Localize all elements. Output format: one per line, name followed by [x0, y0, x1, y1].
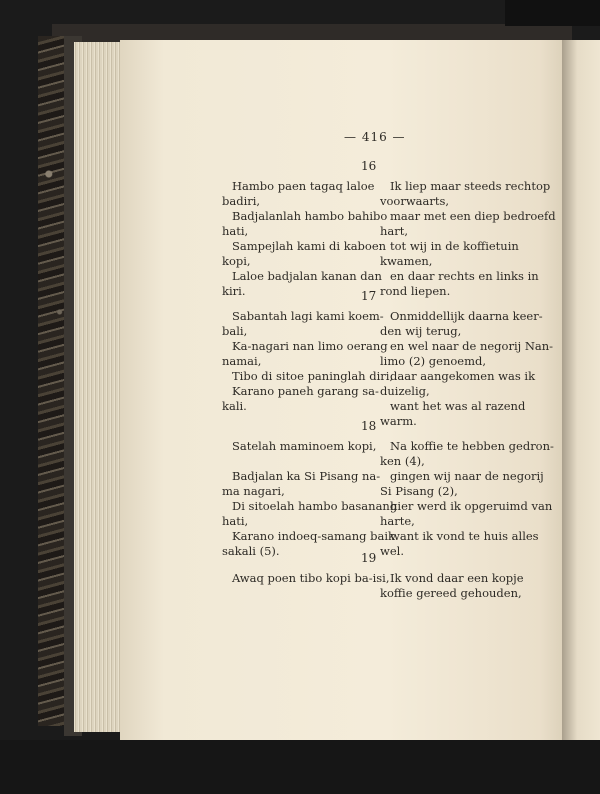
malay-line: Karano indoeq-samang baik — [232, 529, 396, 543]
malay-line: kopi, — [222, 254, 251, 268]
malay-line: Ka-nagari nan limo oerang — [232, 339, 388, 353]
dutch-line: daar aangekomen was ik — [390, 369, 536, 383]
malay-line: bali, — [222, 324, 248, 338]
facing-page-edge — [562, 40, 600, 740]
page-number: — 416 — — [344, 130, 406, 144]
dutch-line: den wij terug, — [380, 324, 462, 338]
malay-line: Hambo paen tagaq laloe — [232, 179, 375, 193]
dutch-line: Ik vond daar een kopje — [390, 571, 524, 585]
dutch-line: duizelig, — [380, 384, 430, 398]
dutch-line: Onmiddellijk daarna keer- — [390, 309, 543, 323]
dutch-line: want ik vond te huis alles — [390, 529, 539, 543]
malay-line: Sampejlah kami di kaboen — [232, 239, 387, 253]
dutch-line: wel. — [380, 544, 404, 558]
dutch-line: Na koffie te hebben gedron- — [390, 439, 554, 453]
dutch-line: Ik liep maar steeds rechtop — [390, 179, 551, 193]
malay-line: kali. — [222, 399, 247, 413]
malay-line: sakali (5). — [222, 544, 280, 558]
malay-line: hati, — [222, 514, 249, 528]
dutch-line: warm. — [380, 414, 417, 428]
malay-line: Laloe badjalan kanan dan — [232, 269, 382, 283]
dutch-line: en wel naar de negorij Nan- — [390, 339, 554, 353]
dutch-line: want het was al razend — [390, 399, 526, 413]
verse-number: 17 — [361, 289, 377, 303]
malay-line: ma nagari, — [222, 484, 285, 498]
verse-number: 19 — [361, 551, 377, 565]
dutch-line: rond liepen. — [380, 284, 451, 298]
dutch-line: gingen wij naar de negorij — [390, 469, 544, 483]
malay-line: namai, — [222, 354, 262, 368]
malay-line: Tibo di sitoe paninglah diri, — [232, 369, 394, 383]
dutch-line: Si Pisang (2), — [380, 484, 458, 498]
malay-line: hati, — [222, 224, 249, 238]
background-corner — [505, 0, 600, 26]
dutch-line: koffie gereed gehouden, — [380, 586, 522, 600]
malay-line: Sabantah lagi kami koem- — [232, 309, 384, 323]
malay-line: badiri, — [222, 194, 261, 208]
dutch-line: en daar rechts en links in — [390, 269, 539, 283]
dutch-line: maar met een diep bedroefd — [390, 209, 556, 223]
dutch-line: hart, — [380, 224, 409, 238]
dutch-line: hier werd ik opgeruimd van — [390, 499, 553, 513]
dutch-line: limo (2) genoemd, — [380, 354, 487, 368]
dutch-line: kwamen, — [380, 254, 433, 268]
verse-number: 16 — [361, 159, 377, 173]
malay-line: kiri. — [222, 284, 246, 298]
malay-line: Satelah maminoem kopi, — [232, 439, 377, 453]
background-bottom — [0, 740, 600, 794]
dutch-line: ken (4), — [380, 454, 425, 468]
dutch-line: voorwaarts, — [380, 194, 450, 208]
verse-number: 18 — [361, 419, 377, 433]
malay-line: Di sitoelah hambo basanang — [232, 499, 398, 513]
malay-line: Karano paneh garang sa- — [232, 384, 379, 398]
malay-line: Badjalanlah hambo bahibo — [232, 209, 388, 223]
malay-line: Awaq poen tibo kopi ba-isi, — [232, 571, 390, 585]
dutch-line: tot wij in de koffietuin — [390, 239, 519, 253]
malay-line: Badjalan ka Si Pisang na- — [232, 469, 381, 483]
dutch-line: harte, — [380, 514, 415, 528]
